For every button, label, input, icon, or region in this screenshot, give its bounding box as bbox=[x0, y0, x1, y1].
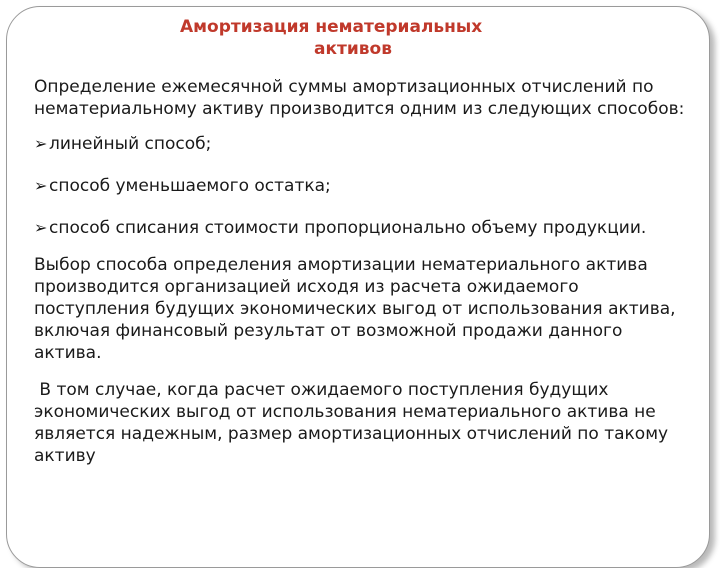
bullet-text: линейный способ; bbox=[49, 134, 212, 154]
arrow-bullet-icon: ➢ bbox=[34, 176, 48, 195]
arrow-bullet-icon: ➢ bbox=[34, 134, 48, 153]
arrow-bullet-icon: ➢ bbox=[34, 218, 48, 237]
title-line-1: Амортизация нематериальных bbox=[180, 17, 483, 37]
method-choice-paragraph: Выбор способа определения амортизации нематериального актива производится организацией исходя из расчета ожидаемого поступления будущих экономических выгод от использования актива, включая финансовый результат от возможной продажи данного актива. bbox=[34, 255, 676, 363]
title-line-2: активов bbox=[314, 39, 392, 59]
bullet-text: способ списания стоимости пропорционально объему продукции. bbox=[49, 218, 647, 238]
bullet-item-units-of-production bbox=[34, 217, 694, 239]
bullet-item-declining-balance bbox=[34, 175, 694, 197]
bullet-item-linear bbox=[34, 133, 694, 155]
bullet-text: способ уменьшаемого остатка; bbox=[49, 176, 331, 196]
unreliable-estimate-paragraph: В том случае, когда расчет ожидаемого поступления будущих экономических выгод от использования нематериального актива не является надежным, размер амортизационных отчислений по такому активу bbox=[34, 380, 674, 466]
slide-body bbox=[34, 76, 694, 467]
intro-paragraph: Определение ежемесячной суммы амортизационных отчислений по нематериальному активу производится одним из следующих способов: bbox=[34, 77, 685, 119]
slide-title bbox=[180, 16, 540, 60]
